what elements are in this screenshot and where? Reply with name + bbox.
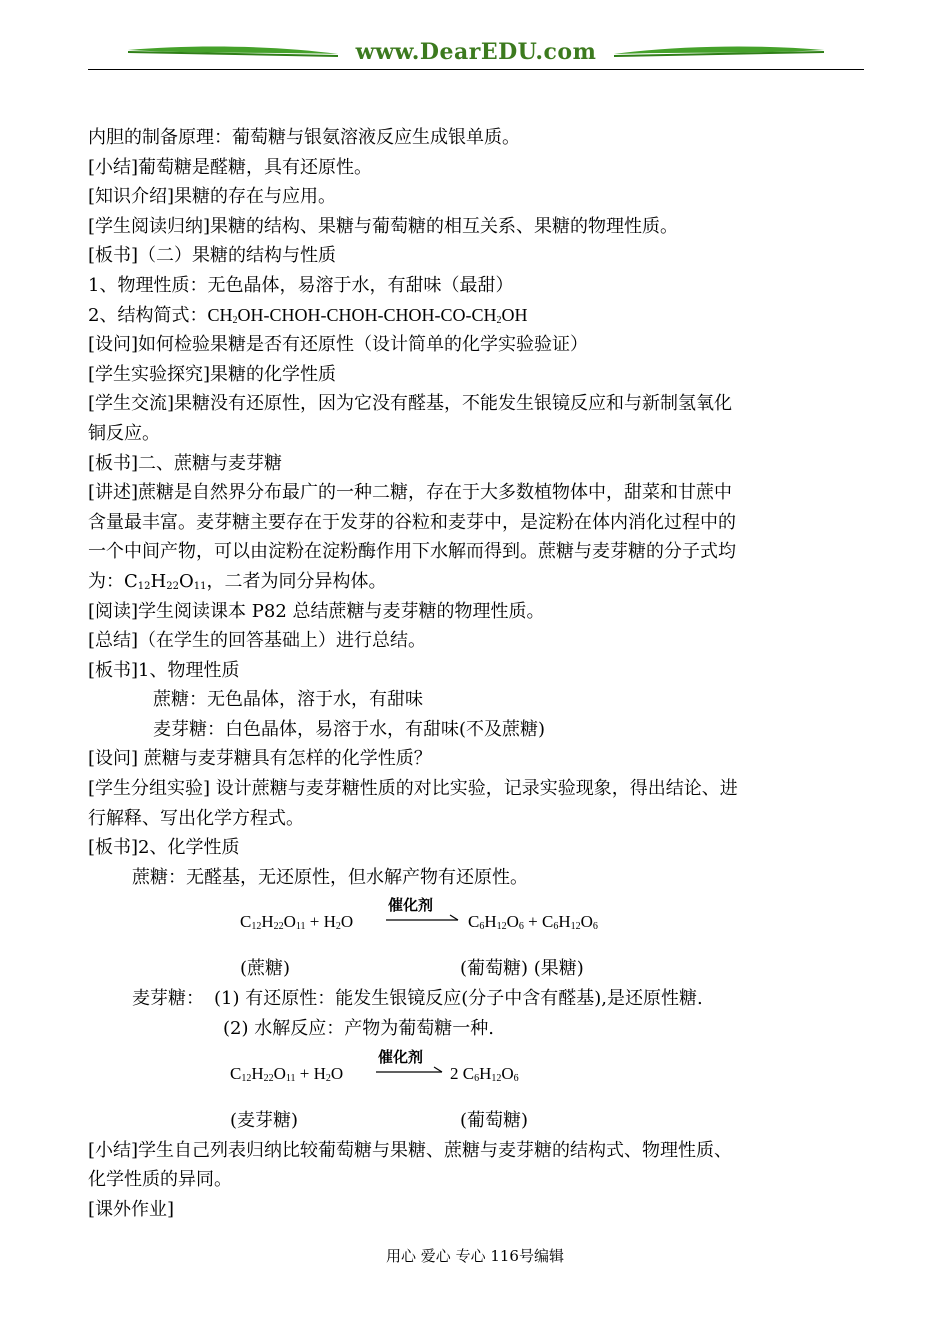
formula-subscript: 12	[496, 921, 507, 933]
formula-subscript: 6	[518, 921, 524, 933]
formula-subscript: 12	[241, 1072, 252, 1084]
formula-subscript: 2	[325, 1072, 331, 1084]
text-line: [学生分组实验] 设计蔗糖与麦芽糖性质的对比实验，记录实验现象，得出结论、进	[88, 778, 738, 800]
site-logo[interactable]: www.DearEDU.com	[355, 39, 597, 65]
text-line: [学生交流]果糖没有还原性，因为它没有醛基，不能发生银镜反应和与新制氢氧化	[88, 393, 733, 415]
label-sucrose: (蔗糖)	[240, 958, 291, 980]
formula-subscript: 11	[193, 580, 207, 592]
formula-text: C	[240, 912, 252, 932]
formula-text: O	[330, 1063, 344, 1083]
text-line: [板书]（二）果糖的结构与性质	[88, 245, 337, 267]
text-line: 铜反应。	[88, 422, 160, 444]
products	[468, 912, 598, 932]
reaction-equation-maltose	[88, 1044, 864, 1102]
formula-text: O	[273, 1063, 286, 1083]
formula-subscript: 2	[232, 314, 238, 326]
text-line: [阅读]学生阅读课本 P82 总结蔗糖与麦芽糖的物理性质。	[88, 600, 545, 622]
formula-text: H	[150, 570, 167, 592]
formula-text: C	[468, 912, 480, 932]
text-line: [小结]葡萄糖是醛糖，具有还原性。	[88, 156, 373, 178]
formula-subscript: 2	[496, 314, 502, 326]
text-line: 含量最丰富。麦芽糖主要存在于发芽的谷粒和麦芽中，是淀粉在体内消化过程中的	[88, 511, 736, 533]
text-line: 行解释、写出化学方程式。	[88, 807, 304, 829]
document-body	[88, 123, 864, 1224]
label-maltose: (麦芽糖)	[230, 1109, 299, 1131]
text-line: [板书]2、化学性质	[88, 837, 240, 859]
formula-prefix: 为：C	[88, 570, 138, 592]
formula-subscript: 6	[553, 921, 559, 933]
formula-subscript: 6	[513, 1072, 519, 1084]
arrow-icon	[376, 1066, 446, 1078]
text-line: 蔗糖：无醛基，无还原性，但水解产物有还原性。	[132, 866, 528, 888]
formula-text: H	[484, 912, 497, 932]
reaction-equation-sucrose	[88, 892, 864, 950]
reaction-labels-sucrose	[88, 950, 864, 984]
formula-subscript: 22	[263, 1072, 274, 1084]
text-line: (2) 水解反应：产物为葡萄糖一种.	[223, 1018, 494, 1040]
formula-subscript: 12	[491, 1072, 502, 1084]
text-line: [课外作业]	[88, 1198, 175, 1220]
formula-text: C	[230, 1063, 242, 1083]
text-line: [学生实验探究]果糖的化学性质	[88, 363, 337, 385]
formula-text: + H	[305, 912, 336, 932]
formula-text: 2 C	[450, 1063, 475, 1083]
formula-text: H	[251, 1063, 264, 1083]
formula-subscript: 2	[335, 921, 341, 933]
maltose-property-1: (1) 有还原性：能发生银镜反应(分子中含有醛基),是还原性糖.	[214, 988, 703, 1010]
text-line: [板书]二、蔗糖与麦芽糖	[88, 452, 283, 474]
formula-text: O	[178, 570, 194, 592]
formula-subscript: 22	[273, 921, 284, 933]
formula-text: O	[340, 912, 354, 932]
formula-text: H	[558, 912, 571, 932]
text-line: [小结]学生自己列表归纳比较葡萄糖与果糖、蔗糖与麦芽糖的结构式、物理性质、	[88, 1139, 733, 1161]
maltose-property-line	[88, 984, 864, 1014]
formula-text: H	[261, 912, 274, 932]
page-footer: 用心 爱心 专心 116号编辑	[386, 1247, 564, 1265]
formula-text: OH	[501, 304, 528, 325]
formula-subscript: 12	[570, 921, 581, 933]
formula-text: O	[580, 912, 593, 932]
molecular-formula-line	[88, 567, 864, 597]
formula-suffix: ，二者为同分异构体。	[206, 570, 387, 592]
text-line: 1、物理性质：无色晶体，易溶于水，有甜味（最甜）	[88, 274, 514, 296]
formula-text: + H	[295, 1063, 326, 1083]
label-glucose: (葡萄糖)	[460, 1109, 529, 1131]
reactants	[240, 912, 353, 932]
header-rule	[88, 69, 864, 70]
text-line: [设问]如何检验果糖是否有还原性（设计简单的化学实验验证）	[88, 334, 589, 356]
formula-text: O	[506, 912, 519, 932]
catalyst-label: 催化剂	[378, 1047, 424, 1066]
reaction-labels-maltose	[88, 1102, 864, 1136]
text-line: 化学性质的异同。	[88, 1169, 232, 1191]
formula-subscript: 12	[251, 921, 262, 933]
formula-subscript: 6	[474, 1072, 480, 1084]
formula-subscript: 22	[166, 580, 179, 592]
formula-text: H	[479, 1063, 492, 1083]
formula-text: + C	[523, 912, 554, 932]
formula-subscript: 12	[137, 580, 151, 592]
text-line: [学生阅读归纳]果糖的结构、果糖与葡萄糖的相互关系、果糖的物理性质。	[88, 215, 679, 237]
text-line: [设问] 蔗糖与麦芽糖具有怎样的化学性质？	[88, 748, 432, 770]
catalyst-label: 催化剂	[388, 896, 434, 915]
structure-prefix: 2、结构简式：	[88, 304, 208, 326]
products	[450, 1064, 519, 1084]
formula-subscript: 11	[285, 1072, 296, 1084]
text-line: [板书]1、物理性质	[88, 659, 240, 681]
arrow-icon	[386, 914, 461, 926]
formula-subscript: 6	[479, 921, 485, 933]
formula-text: CH	[207, 304, 233, 325]
formula-text: O	[283, 912, 296, 932]
formula-text: O	[501, 1063, 514, 1083]
structure-formula-line	[88, 301, 864, 331]
text-line: 麦芽糖：白色晶体，易溶于水，有甜味(不及蔗糖)	[153, 718, 546, 740]
text-line: [总结]（在学生的回答基础上）进行总结。	[88, 630, 427, 652]
text-line: 内胆的制备原理：葡萄糖与银氨溶液反应生成银单质。	[88, 127, 520, 148]
maltose-prefix: 麦芽糖：	[132, 988, 204, 1010]
formula-text: OH-CHOH-CHOH-CHOH-CO-CH	[237, 304, 497, 325]
reactants	[230, 1064, 343, 1084]
page-header	[88, 36, 864, 70]
text-line: [讲述]蔗糖是自然界分布最广的一种二糖，存在于大多数植物体中，甜菜和甘蔗中	[88, 482, 733, 504]
formula-subscript: 6	[592, 921, 598, 933]
structure-formula	[207, 305, 527, 325]
formula-subscript: 11	[295, 921, 306, 933]
label-glucose-fructose: (葡萄糖) (果糖)	[460, 958, 584, 980]
text-line: [知识介绍]果糖的存在与应用。	[88, 186, 337, 208]
text-line: 一个中间产物，可以由淀粉在淀粉酶作用下水解而得到。蔗糖与麦芽糖的分子式均	[88, 541, 736, 563]
text-line: 蔗糖：无色晶体，溶于水，有甜味	[153, 689, 423, 711]
